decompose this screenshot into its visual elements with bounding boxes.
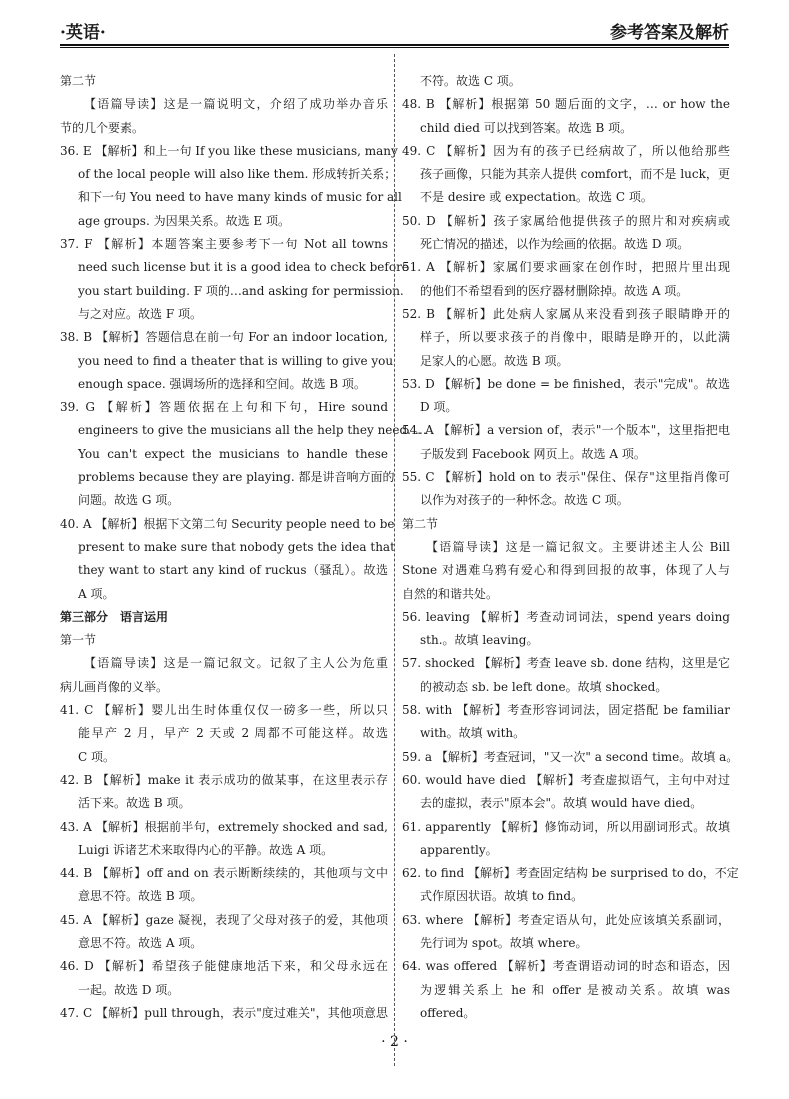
text-line: 44. B 【解析】off and on 表示断断续续的，其他项与文中 (60, 866, 388, 881)
text-line: 55. C 【解析】hold on to 表示"保住、保存"这里指肖像可 (402, 470, 730, 485)
right-column (402, 70, 739, 1025)
text-line: present to make sure that nobody gets the idea that (78, 539, 395, 554)
text-line: 【语篇导读】这是一篇记叙文。记叙了主人公为危重 (84, 656, 388, 671)
text-line: of the local people will also like them. 形成转折关系； (78, 167, 397, 182)
text-line: 节的几个要素。 (60, 120, 145, 135)
text-line: 61. apparently 【解析】修饰动词，所以用副词形式。故填 (402, 819, 730, 834)
text-line: A 项。 (78, 586, 115, 601)
text-line: 问题。故选 G 项。 (78, 493, 180, 508)
text-line: 第二节 (60, 74, 97, 88)
text-line: 59. a 【解析】考查冠词，"又一次" a second time。故填 a。 (402, 749, 739, 764)
text-line: you need to find a theater that is willing to give you (78, 353, 394, 368)
text-line: with。故填 with。 (420, 726, 526, 741)
text-line: 48. B 【解析】根据第 50 题后面的文字，… or how the (402, 97, 730, 112)
text-line: Luigi 诉诸艺术来取得内心的平静。故选 A 项。 (78, 842, 334, 857)
text-line: Stone 对遇难乌鸦有爱心和得到回报的故事，体现了人与 (402, 563, 730, 578)
subject-label: ·英语· (60, 23, 106, 43)
text-line: 43. A 【解析】根据前半句，extremely shocked and sad, (60, 819, 388, 834)
text-line: 与之对应。故选 F 项。 (78, 306, 202, 321)
text-line: apparently。 (420, 842, 498, 857)
text-line: 不是 desire 或 expectation。故选 C 项。 (420, 190, 653, 205)
text-line: 46. D 【解析】希望孩子能健康地活下来，和父母永远在 (60, 959, 388, 974)
text-line: 63. where 【解析】考查定语从句，此处应该填关系副词， (402, 912, 730, 927)
text-line: sth.。故填 leaving。 (420, 633, 539, 648)
text-line: 的被动态 sb. be left done。故填 shocked。 (420, 679, 668, 694)
header-rule-thin (60, 47, 729, 48)
text-line: 和下一句 You need to have many kinds of music for all (78, 190, 402, 205)
text-line: 41. C 【解析】婴儿出生时体重仅仅一磅多一些，所以只 (60, 703, 388, 718)
text-line: 54. A 【解析】a version of，表示"一个版本"，这里指把电 (402, 423, 730, 438)
text-line: 【语篇导读】这是一篇说明文，介绍了成功举办音乐 (84, 97, 388, 112)
text-line: 38. B 【解析】答题信息在前一句 For an indoor location, (60, 330, 388, 345)
text-line: 式作原因状语。故填 to find。 (420, 889, 584, 904)
text-line: 49. C 【解析】因为有的孩子已经病故了，所以他给那些 (402, 143, 730, 158)
text-line: 45. A 【解析】gaze 凝视，表现了父母对孩子的爱，其他项 (60, 912, 388, 927)
text-line: 40. A 【解析】根据下文第二句 Security people need to be (60, 516, 395, 531)
text-line: 第三部分 语言运用 (60, 609, 169, 624)
text-line: 孩子画像，只能为其亲人提供 comfort，而不是 luck，更 (420, 167, 730, 182)
text-line: 为逻辑关系上 he 和 offer 是被动关系。故填 was (420, 982, 730, 997)
text-line: 51. A 【解析】家属们要求画家在创作时，把照片里出现 (402, 260, 730, 275)
text-line: 子版发到 Facebook 网页上。故选 A 项。 (420, 446, 646, 461)
text-line: 47. C 【解析】pull through，表示"度过难关"，其他项意思 (60, 1005, 388, 1020)
text-line: 病儿画肖像的义举。 (60, 679, 169, 694)
column-divider (394, 54, 395, 1066)
text-line: 样子，所以要求孩子的肖像中，眼睛是睁开的，以此满 (420, 330, 730, 345)
text-line: 37. F 【解析】本题答案主要参考下一句 Not all towns (60, 237, 388, 252)
text-line: child died 可以找到答案。故选 B 项。 (420, 120, 633, 135)
text-line: 56. leaving 【解析】考查动词词法，spend years doing (402, 609, 730, 624)
text-line: 先行词为 spot。故填 where。 (420, 935, 588, 950)
text-line: 能早产 2 月，早产 2 天或 2 周都不可能这样。故选 (78, 726, 388, 741)
header-rule (60, 44, 729, 46)
text-line: 不符。故选 C 项。 (420, 74, 521, 88)
text-line: D 项。 (420, 400, 458, 415)
text-line: 64. was offered 【解析】考查谓语动词的时态和语态，因 (402, 959, 730, 974)
left-column (60, 70, 427, 1025)
text-line: 死亡情况的描述，以作为绘画的依据。故选 D 项。 (420, 237, 690, 252)
text-line: offered。 (420, 1005, 476, 1020)
text-line: age groups. 为因果关系。故选 E 项。 (78, 213, 290, 228)
text-line: 意思不符。故选 A 项。 (78, 935, 203, 950)
page-number: · 2 · (381, 1034, 408, 1050)
text-line: 一起。故选 D 项。 (78, 982, 180, 997)
text-line: 58. with 【解析】考查形容词词法，固定搭配 be familiar (402, 703, 730, 718)
text-line: 第一节 (60, 633, 97, 648)
text-line: 第二节 (402, 516, 439, 531)
text-line: 60. would have died 【解析】考查虚拟语气，主句中对过 (402, 772, 730, 787)
text-line: 42. B 【解析】make it 表示成功的做某事，在这里表示存 (60, 772, 388, 787)
text-line: 53. D 【解析】be done = be finished，表示"完成"。故选 (402, 376, 730, 391)
text-line: 的他们不希望看到的医疗器材删除掉。故选 A 项。 (420, 283, 689, 298)
text-line: C 项。 (78, 749, 115, 764)
text-line: 足家人的心愿。故选 B 项。 (420, 353, 569, 368)
text-line: You can't expect the musicians to handle these (78, 446, 388, 461)
text-line: 自然的和谐共处。 (402, 586, 499, 601)
text-line: 活下来。故选 B 项。 (78, 796, 191, 811)
text-line: 36. E 【解析】和上一句 If you like these musicians, many (60, 143, 398, 158)
text-line: enough space. 强调场所的选择和空间。故选 B 项。 (78, 376, 366, 391)
text-line: 去的虚拟，表示"原本会"。故填 would have died。 (420, 796, 703, 811)
text-line: they want to start any kind of ruckus（骚乱）。故选 (78, 563, 388, 578)
text-line: 62. to find 【解析】考查固定结构 be surprised to do，不定 (402, 866, 739, 881)
text-line: 57. shocked 【解析】考查 leave sb. done 结构，这里是它 (402, 656, 730, 671)
text-line: 50. D 【解析】孩子家属给他提供孩子的照片和对疾病或 (402, 213, 730, 228)
text-line: 【语篇导读】这是一篇记叙文。主要讲述主人公 Bill (426, 539, 730, 554)
text-line: 52. B 【解析】此处病人家属从来没看到孩子眼睛睁开的 (402, 306, 730, 321)
header-title: 参考答案及解析 (610, 23, 729, 43)
text-line: 以作为对孩子的一种怀念。故选 C 项。 (420, 493, 629, 508)
text-line: 39. G 【解析】答题依据在上句和下句，Hire sound (60, 400, 388, 415)
text-line: you start building. F 项的…and asking for permission. (78, 283, 404, 298)
text-line: engineers to give the musicians all the help they need. … (78, 423, 427, 438)
text-line: need such license but it is a good idea to check before (78, 260, 409, 275)
text-line: 意思不符。故选 B 项。 (78, 889, 203, 904)
text-line: problems because they are playing. 都是讲音响方面的 (78, 470, 395, 485)
